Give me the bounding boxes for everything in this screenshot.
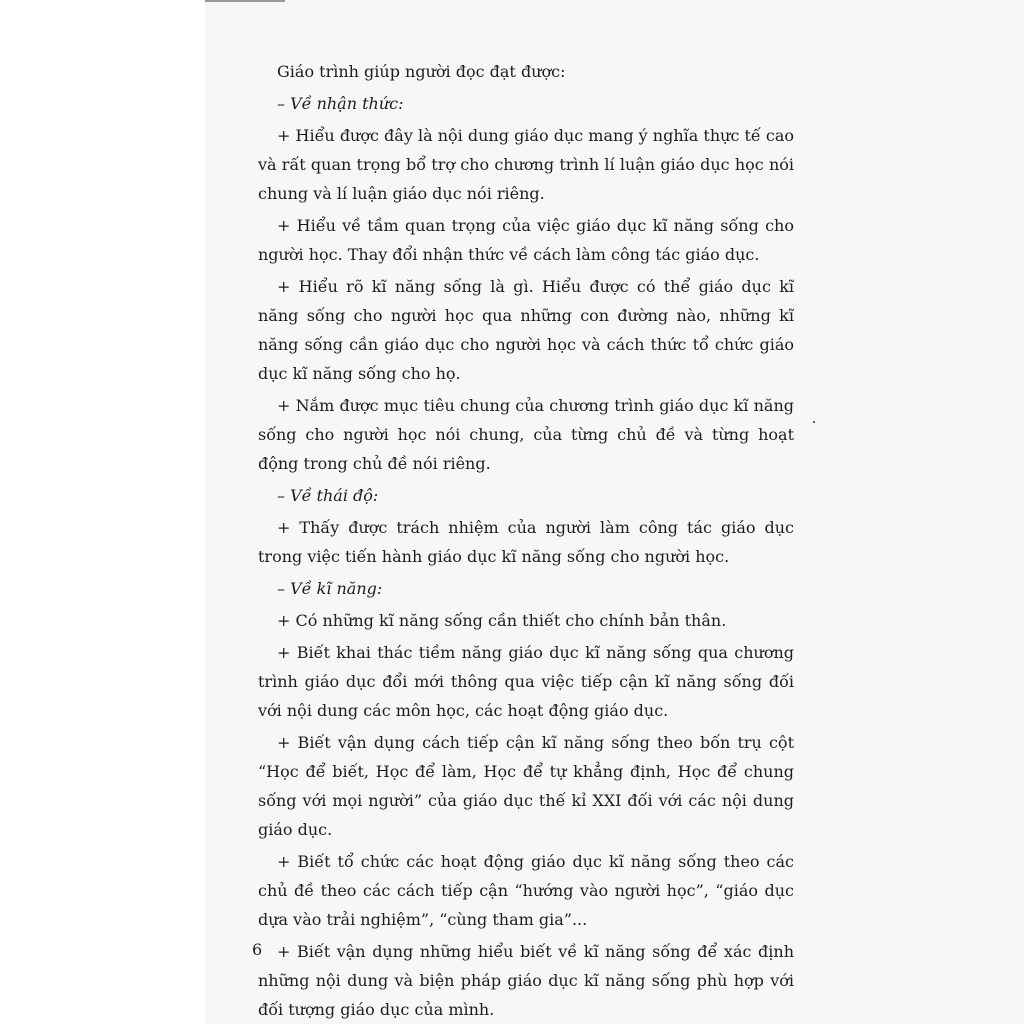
paragraph: + Hiểu rõ kĩ năng sống là gì. Hiểu được có thể giáo dục kĩ năng sống cho người học qua những con đường nào, những kĩ năng sống cần giáo dục cho người học và cách thức tổ chức giáo dục kĩ năng sống cho họ.	[258, 277, 794, 383]
paragraph: + Hiểu được đây là nội dung giáo dục mang ý nghĩa thực tế cao và rất quan trọng bổ trợ cho chương trình lí luận giáo dục học nói chung và lí luận giáo dục nói riêng.	[258, 126, 794, 203]
page-number: 6	[252, 940, 263, 959]
paragraph: + Có những kĩ năng sống cần thiết cho chính bản thân.	[277, 611, 727, 630]
top-rule	[205, 0, 285, 2]
paragraph: + Biết vận dụng những hiểu biết về kĩ năng sống để xác định những nội dung và biện pháp giáo dục kĩ năng sống phù hợp với đối tượng giáo dục của mình.	[258, 942, 794, 1019]
paragraph: + Biết tổ chức các hoạt động giáo dục kĩ năng sống theo các chủ đề theo các cách tiếp cận “hướng vào người học”, “giáo dục dựa vào trải nghiệm”, “cùng tham gia”...	[258, 852, 794, 929]
paragraph: + Biết vận dụng cách tiếp cận kĩ năng sống theo bốn trụ cột “Học để biết, Học để làm, Học để tự khẳng định, Học để chung sống với mọi người” của giáo dục thế kỉ XXI đối với các nội dung giáo dục.	[258, 733, 794, 839]
paragraph: + Thấy được trách nhiệm của người làm công tác giáo dục trong việc tiến hành giáo dục kĩ năng sống cho người học.	[258, 518, 794, 566]
section-heading-awareness: – Về nhận thức:	[277, 94, 404, 113]
paragraph: + Hiểu về tầm quan trọng của việc giáo dục kĩ năng sống cho người học. Thay đổi nhận thức về cách làm công tác giáo dục.	[258, 216, 794, 264]
body-text	[258, 57, 794, 1027]
paragraph: + Biết khai thác tiềm năng giáo dục kĩ năng sống qua chương trình giáo dục đổi mới thông qua việc tiếp cận kĩ năng sống đối với nội dung các môn học, các hoạt động giáo dục.	[258, 643, 794, 720]
section-heading-attitude: – Về thái độ:	[277, 486, 379, 505]
paragraph: + Nắm được mục tiêu chung của chương trình giáo dục kĩ năng sống cho người học nói chung, của từng chủ đề và từng hoạt động trong chủ đề nói riêng.	[258, 396, 794, 473]
paragraph: Giáo trình giúp người đọc đạt được:	[277, 62, 566, 81]
section-heading-skills: – Về kĩ năng:	[277, 579, 383, 598]
ink-speck	[813, 421, 815, 423]
